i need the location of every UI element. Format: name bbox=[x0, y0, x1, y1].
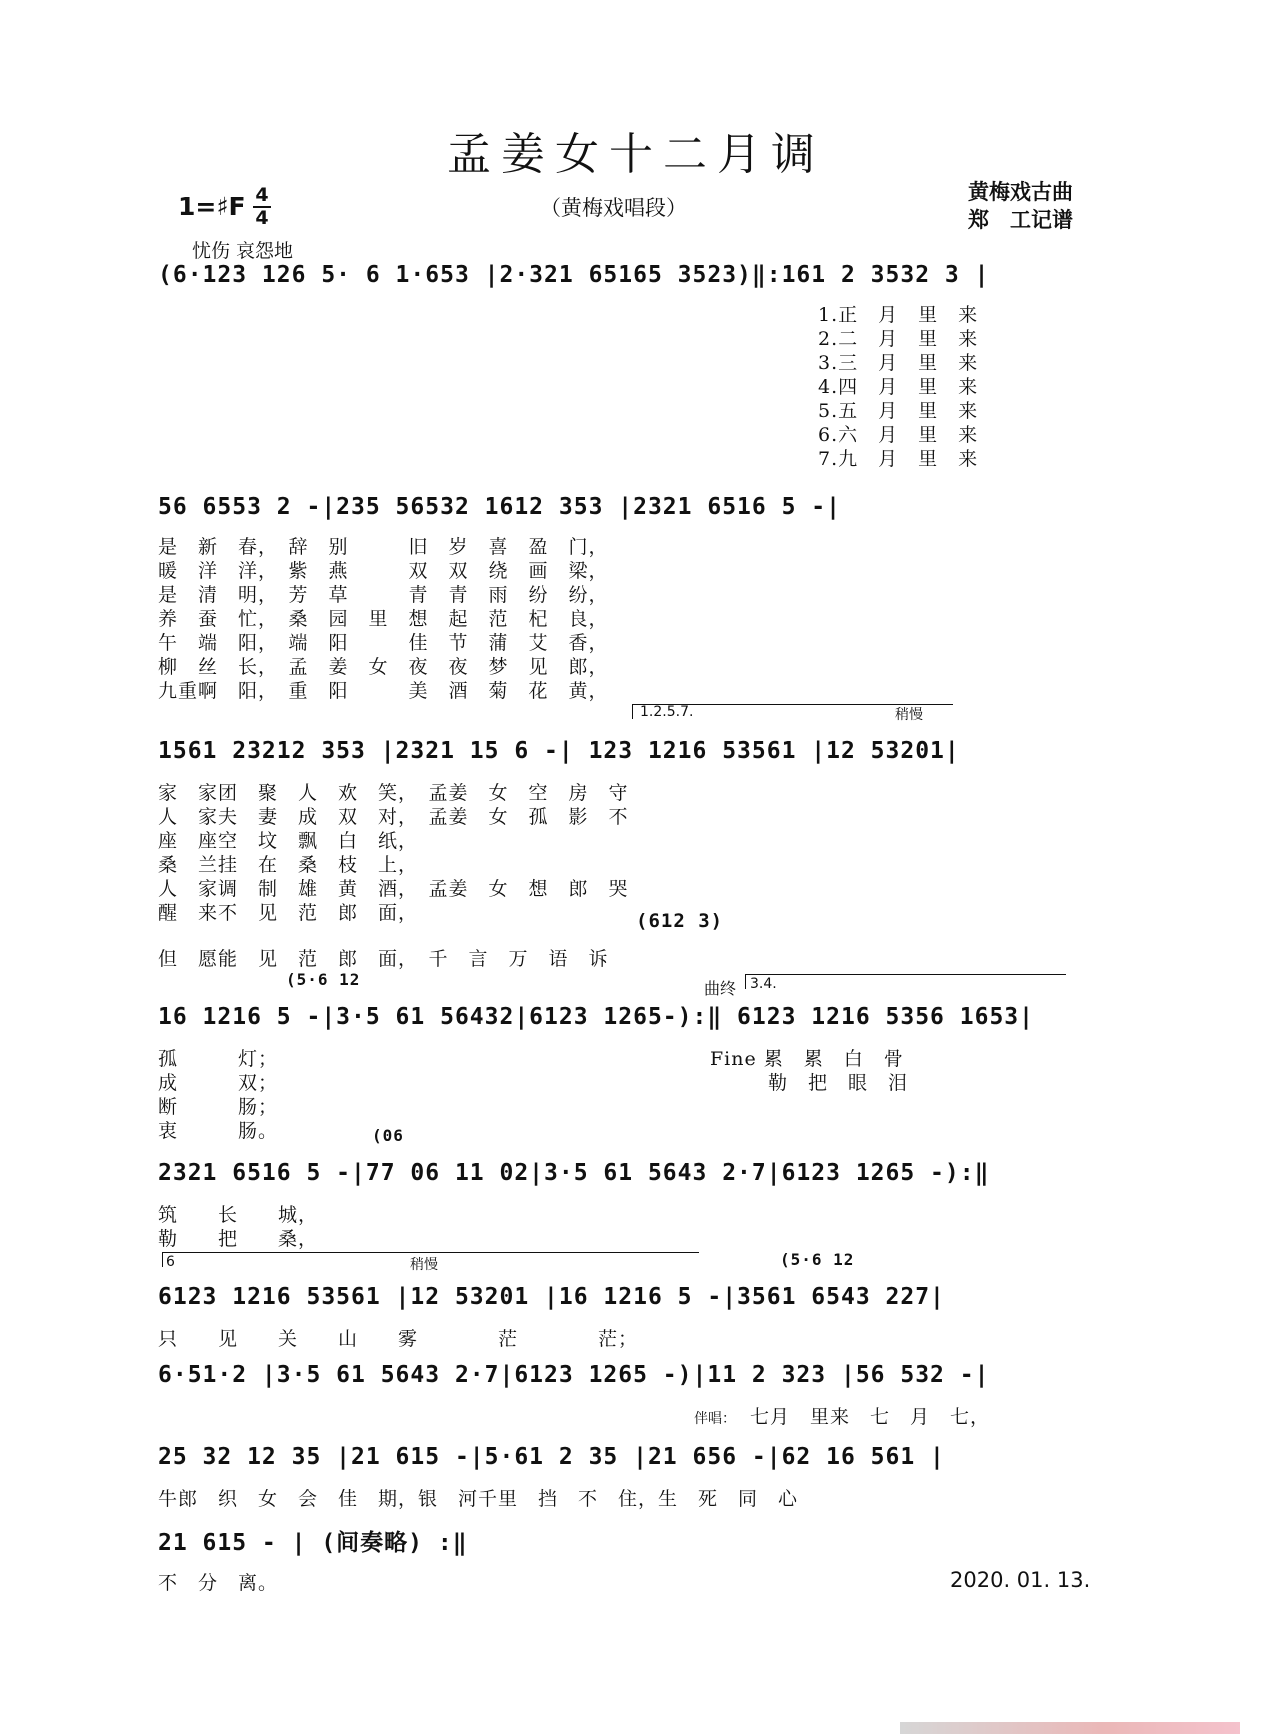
page-title: 孟姜女十二月调 bbox=[447, 129, 825, 180]
verse-line: 5.五 月 里 来 bbox=[818, 400, 979, 422]
ornament: (5·6 12 bbox=[780, 1250, 855, 1269]
volta-bracket bbox=[745, 974, 1066, 989]
verse-line: 衷 肠。 bbox=[158, 1120, 279, 1142]
volta-label: 1.2.5.7. bbox=[640, 704, 694, 720]
verse-line: 1.正 月 里 来 bbox=[818, 304, 979, 326]
verse-line: 3.三 月 里 来 bbox=[818, 352, 979, 374]
verse-line: 醒 来不 见 范 郎 面， bbox=[158, 902, 419, 924]
volta-label: 6 bbox=[166, 1254, 175, 1270]
verse-line: 断 肠； bbox=[158, 1096, 279, 1118]
score-line-3: 1561 23212 353 |2321 15 6 -| 123 1216 53561 |12 53201| bbox=[158, 738, 960, 764]
score-line-1: (6·123 126 5· 6 1·653 |2·321 65165 3523)‖:161 2 3532 3 | bbox=[158, 262, 990, 288]
verse-line: 暖 洋 洋， 紫 燕 双 双 绕 画 梁， bbox=[158, 560, 609, 582]
transcriber-credit: 郑 工记谱 bbox=[968, 208, 1073, 232]
time-signature-bottom: 4 bbox=[255, 207, 269, 229]
verse-line: 但 愿能 见 范 郎 面， 千 言 万 语 诉 bbox=[158, 948, 609, 970]
verse-line: 七月 里来 七 月 七， bbox=[750, 1406, 991, 1428]
verse-line: 勒 把 眼 泪 bbox=[768, 1072, 909, 1094]
verse-line: 牛郎 织 女 会 佳 期，银 河千里 挡 不 住，生 死 同 心 bbox=[158, 1488, 799, 1510]
tempo-mark: 稍慢 bbox=[895, 707, 923, 723]
ornament: (06 bbox=[372, 1126, 404, 1145]
verse-line: 只 见 关 山 雾 茫 茫； bbox=[158, 1328, 639, 1350]
parenthetical-notes: (612 3) bbox=[636, 910, 724, 932]
time-signature-top: 4 bbox=[255, 184, 269, 206]
verse-line: 4.四 月 里 来 bbox=[818, 376, 979, 398]
verse-line: 是 新 春， 辞 别 旧 岁 喜 盈 门， bbox=[158, 536, 609, 558]
tempo-mark: 稍慢 bbox=[410, 1257, 438, 1273]
subtitle: （黄梅戏唱段） bbox=[540, 196, 687, 220]
verse-line: 勒 把 桑， bbox=[158, 1228, 319, 1250]
score-line-6: 6123 1216 53561 |12 53201 |16 1216 5 -|3561 6543 227| bbox=[158, 1284, 945, 1310]
expression-mark: 忧伤 哀怨地 bbox=[192, 240, 294, 262]
transcription-date: 2020. 01. 13. bbox=[950, 1568, 1091, 1592]
verse-line: 九重啊 阳， 重 阳 美 酒 菊 花 黄， bbox=[158, 680, 609, 702]
fine-label: 曲终 bbox=[704, 979, 737, 998]
score-line-8: 25 32 12 35 |21 615 -|5·61 2 35 |21 656 -|62 16 561 | bbox=[158, 1444, 945, 1470]
ornament: (5·6 12 bbox=[286, 970, 361, 989]
score-line-7: 6·51·2 |3·5 61 5643 2·7|6123 1265 -)|11 2 323 |56 532 -| bbox=[158, 1362, 990, 1388]
verse-line: Fine 累 累 白 骨 bbox=[710, 1048, 904, 1070]
verse-line: 人 家夫 妻 成 双 对， 孟姜 女 孤 影 不 bbox=[158, 806, 629, 828]
verse-line: 午 端 阳， 端 阳 佳 节 蒲 艾 香， bbox=[158, 632, 609, 654]
volta-label: 3.4. bbox=[750, 976, 777, 992]
verse-line: 人 家调 制 雄 黄 酒， 孟姜 女 想 郎 哭 bbox=[158, 878, 629, 900]
verse-line: 成 双； bbox=[158, 1072, 279, 1094]
chorus-label: 伴唱： bbox=[694, 1411, 736, 1427]
score-line-9: 21 615 - | (间奏略) :‖ bbox=[158, 1530, 468, 1556]
verse-line: 座 座空 坟 飘 白 纸， bbox=[158, 830, 419, 852]
score-line-2: 56 6553 2 -|235 56532 1612 353 |2321 6516 5 -| bbox=[158, 494, 841, 520]
watermark-strip bbox=[900, 1722, 1240, 1734]
score-line-5: 2321 6516 5 -|77 06 11 02|3·5 61 5643 2·7|6123 1265 -):‖ bbox=[158, 1160, 990, 1186]
verse-line: 桑 兰挂 在 桑 枝 上， bbox=[158, 854, 419, 876]
score-line-4: 16 1216 5 -|3·5 61 56432|6123 1265-):‖ 6123 1216 5356 1653| bbox=[158, 1004, 1034, 1030]
verse-line: 柳 丝 长， 孟 姜 女 夜 夜 梦 见 郎， bbox=[158, 656, 609, 678]
verse-line: 2.二 月 里 来 bbox=[818, 328, 979, 350]
verse-line: 筑 长 城， bbox=[158, 1204, 319, 1226]
verse-line: 家 家团 聚 人 欢 笑， 孟姜 女 空 房 守 bbox=[158, 782, 629, 804]
verse-line: 养 蚕 忙， 桑 园 里 想 起 范 杞 良， bbox=[158, 608, 609, 630]
time-signature bbox=[252, 186, 272, 228]
verse-line: 6.六 月 里 来 bbox=[818, 424, 979, 446]
verse-line: 是 清 明， 芳 草 青 青 雨 纷 纷， bbox=[158, 584, 609, 606]
verse-line: 不 分 离。 bbox=[158, 1572, 279, 1594]
verse-line: 7.九 月 里 来 bbox=[818, 448, 979, 470]
composer-credit: 黄梅戏古曲 bbox=[968, 180, 1073, 204]
key-signature: 1=♯F bbox=[178, 192, 246, 221]
verse-line: 孤 灯； bbox=[158, 1048, 279, 1070]
